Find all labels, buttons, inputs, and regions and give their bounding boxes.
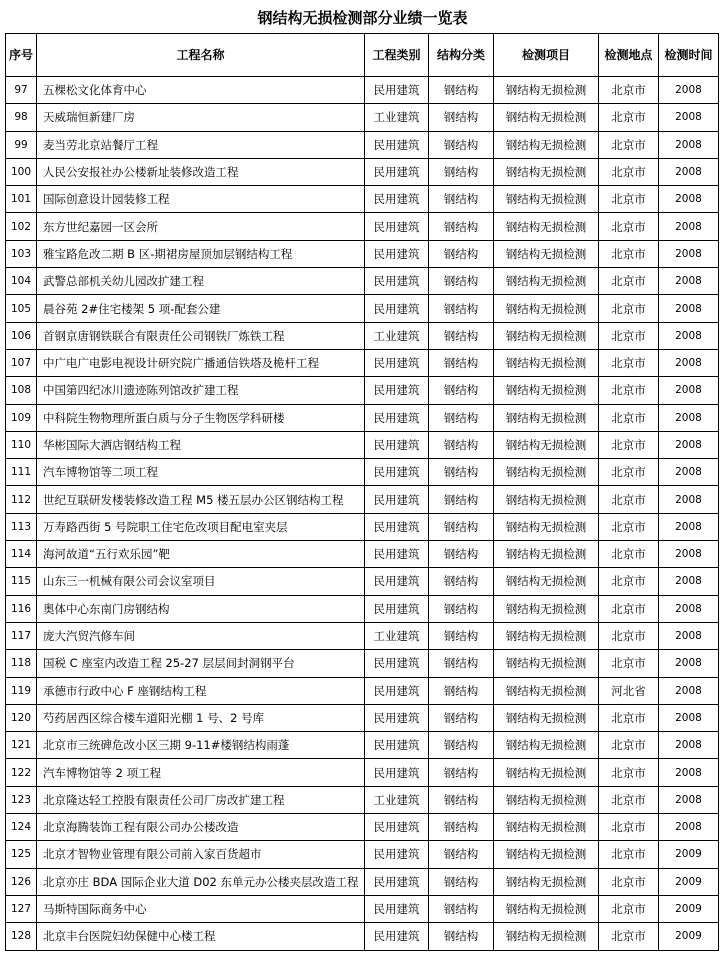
cell-inspection-item: 钢结构无损检测 bbox=[494, 104, 599, 131]
cell-inspection-item: 钢结构无损检测 bbox=[494, 704, 599, 731]
cell-location: 北京市 bbox=[599, 213, 659, 240]
cell-structure: 钢结构 bbox=[429, 404, 494, 431]
cell-location: 北京市 bbox=[599, 841, 659, 868]
cell-inspection-item: 钢结构无损检测 bbox=[494, 268, 599, 295]
cell-seq: 117 bbox=[6, 622, 37, 649]
cell-seq: 120 bbox=[6, 704, 37, 731]
cell-year: 2008 bbox=[659, 650, 719, 677]
cell-seq: 114 bbox=[6, 541, 37, 568]
cell-category: 民用建筑 bbox=[365, 213, 429, 240]
cell-year: 2008 bbox=[659, 77, 719, 104]
cell-location: 北京市 bbox=[599, 513, 659, 540]
cell-category: 民用建筑 bbox=[365, 240, 429, 267]
cell-category: 民用建筑 bbox=[365, 349, 429, 376]
cell-seq: 118 bbox=[6, 650, 37, 677]
cell-inspection-item: 钢结构无损检测 bbox=[494, 322, 599, 349]
table-row bbox=[6, 732, 719, 759]
cell-structure: 钢结构 bbox=[429, 786, 494, 813]
cell-project-name: 山东三一机械有限公司会议室项目 bbox=[37, 568, 365, 595]
cell-location: 北京市 bbox=[599, 486, 659, 513]
cell-category: 民用建筑 bbox=[365, 77, 429, 104]
cell-location: 北京市 bbox=[599, 349, 659, 376]
cell-structure: 钢结构 bbox=[429, 513, 494, 540]
cell-location: 北京市 bbox=[599, 268, 659, 295]
cell-structure: 钢结构 bbox=[429, 622, 494, 649]
cell-project-name: 中科院生物物理所蛋白质与分子生物医学科研楼 bbox=[37, 404, 365, 431]
cell-location: 河北省 bbox=[599, 677, 659, 704]
table-row bbox=[6, 77, 719, 104]
cell-project-name: 海河故道“五行欢乐园”靶 bbox=[37, 541, 365, 568]
cell-project-name: 北京才智物业管理有限公司前入家百货超市 bbox=[37, 841, 365, 868]
cell-location: 北京市 bbox=[599, 595, 659, 622]
cell-seq: 119 bbox=[6, 677, 37, 704]
cell-inspection-item: 钢结构无损检测 bbox=[494, 895, 599, 922]
cell-project-name: 汽车博物馆等 2 项工程 bbox=[37, 759, 365, 786]
cell-project-name: 国税 C 座室内改造工程 25-27 层层间封洞钢平台 bbox=[37, 650, 365, 677]
table-row bbox=[6, 431, 719, 458]
cell-category: 工业建筑 bbox=[365, 322, 429, 349]
table-row bbox=[6, 759, 719, 786]
cell-structure: 钢结构 bbox=[429, 295, 494, 322]
cell-seq: 108 bbox=[6, 377, 37, 404]
cell-category: 民用建筑 bbox=[365, 868, 429, 895]
cell-year: 2009 bbox=[659, 895, 719, 922]
table-row bbox=[6, 158, 719, 185]
cell-inspection-item: 钢结构无损检测 bbox=[494, 186, 599, 213]
header-category: 工程类别 bbox=[365, 34, 429, 77]
cell-seq: 122 bbox=[6, 759, 37, 786]
cell-structure: 钢结构 bbox=[429, 923, 494, 950]
cell-inspection-item: 钢结构无损检测 bbox=[494, 459, 599, 486]
cell-year: 2008 bbox=[659, 349, 719, 376]
cell-year: 2008 bbox=[659, 104, 719, 131]
cell-seq: 106 bbox=[6, 322, 37, 349]
cell-year: 2008 bbox=[659, 240, 719, 267]
cell-project-name: 北京海腾装饰工程有限公司办公楼改造 bbox=[37, 814, 365, 841]
cell-category: 民用建筑 bbox=[365, 541, 429, 568]
cell-year: 2008 bbox=[659, 131, 719, 158]
cell-seq: 109 bbox=[6, 404, 37, 431]
cell-year: 2008 bbox=[659, 486, 719, 513]
cell-project-name: 汽车博物馆等二项工程 bbox=[37, 459, 365, 486]
cell-year: 2008 bbox=[659, 268, 719, 295]
cell-project-name: 中广电广电影电视设计研究院广播通信铁塔及桅杆工程 bbox=[37, 349, 365, 376]
cell-year: 2008 bbox=[659, 622, 719, 649]
cell-inspection-item: 钢结构无损检测 bbox=[494, 349, 599, 376]
cell-seq: 105 bbox=[6, 295, 37, 322]
cell-structure: 钢结构 bbox=[429, 186, 494, 213]
table-row bbox=[6, 841, 719, 868]
table-row bbox=[6, 923, 719, 950]
cell-category: 民用建筑 bbox=[365, 704, 429, 731]
cell-location: 北京市 bbox=[599, 240, 659, 267]
cell-inspection-item: 钢结构无损检测 bbox=[494, 431, 599, 458]
cell-inspection-item: 钢结构无损检测 bbox=[494, 732, 599, 759]
table-row bbox=[6, 595, 719, 622]
cell-location: 北京市 bbox=[599, 104, 659, 131]
cell-seq: 128 bbox=[6, 923, 37, 950]
table-row bbox=[6, 786, 719, 813]
cell-project-name: 国际创意设计园装修工程 bbox=[37, 186, 365, 213]
cell-seq: 110 bbox=[6, 431, 37, 458]
cell-seq: 115 bbox=[6, 568, 37, 595]
cell-category: 民用建筑 bbox=[365, 295, 429, 322]
page-title: 钢结构无损检测部分业绩一览表 bbox=[257, 9, 468, 27]
cell-category: 民用建筑 bbox=[365, 923, 429, 950]
cell-category: 民用建筑 bbox=[365, 568, 429, 595]
cell-seq: 126 bbox=[6, 868, 37, 895]
cell-category: 民用建筑 bbox=[365, 513, 429, 540]
cell-location: 北京市 bbox=[599, 622, 659, 649]
cell-structure: 钢结构 bbox=[429, 841, 494, 868]
table-row bbox=[6, 895, 719, 922]
cell-seq: 121 bbox=[6, 732, 37, 759]
cell-project-name: 承德市行政中心 F 座钢结构工程 bbox=[37, 677, 365, 704]
cell-category: 民用建筑 bbox=[365, 459, 429, 486]
table-row bbox=[6, 186, 719, 213]
cell-category: 民用建筑 bbox=[365, 814, 429, 841]
cell-year: 2008 bbox=[659, 704, 719, 731]
cell-inspection-item: 钢结构无损检测 bbox=[494, 595, 599, 622]
header-item: 检测项目 bbox=[494, 34, 599, 77]
cell-seq: 104 bbox=[6, 268, 37, 295]
table-row bbox=[6, 295, 719, 322]
cell-location: 北京市 bbox=[599, 814, 659, 841]
cell-inspection-item: 钢结构无损检测 bbox=[494, 158, 599, 185]
cell-structure: 钢结构 bbox=[429, 759, 494, 786]
cell-project-name: 首钢京唐钢铁联合有限责任公司钢铁厂炼铁工程 bbox=[37, 322, 365, 349]
table-row bbox=[6, 213, 719, 240]
cell-seq: 116 bbox=[6, 595, 37, 622]
cell-structure: 钢结构 bbox=[429, 213, 494, 240]
cell-seq: 99 bbox=[6, 131, 37, 158]
cell-structure: 钢结构 bbox=[429, 814, 494, 841]
cell-location: 北京市 bbox=[599, 322, 659, 349]
cell-project-name: 万寿路西街 5 号院职工住宅危改项目配电室夹层 bbox=[37, 513, 365, 540]
table-row bbox=[6, 704, 719, 731]
table-row bbox=[6, 459, 719, 486]
cell-project-name: 东方世纪嘉园一区会所 bbox=[37, 213, 365, 240]
cell-year: 2009 bbox=[659, 841, 719, 868]
cell-seq: 100 bbox=[6, 158, 37, 185]
cell-project-name: 中国第四纪冰川遗迹陈列馆改扩建工程 bbox=[37, 377, 365, 404]
cell-year: 2008 bbox=[659, 513, 719, 540]
table-row bbox=[6, 622, 719, 649]
table-row bbox=[6, 377, 719, 404]
cell-inspection-item: 钢结构无损检测 bbox=[494, 759, 599, 786]
cell-inspection-item: 钢结构无损检测 bbox=[494, 568, 599, 595]
cell-location: 北京市 bbox=[599, 158, 659, 185]
cell-structure: 钢结构 bbox=[429, 158, 494, 185]
performance-table bbox=[5, 33, 719, 951]
cell-project-name: 北京亦庄 BDA 国际企业大道 D02 东单元办公楼夹层改造工程 bbox=[37, 868, 365, 895]
cell-seq: 103 bbox=[6, 240, 37, 267]
cell-category: 民用建筑 bbox=[365, 650, 429, 677]
cell-structure: 钢结构 bbox=[429, 240, 494, 267]
cell-location: 北京市 bbox=[599, 895, 659, 922]
cell-location: 北京市 bbox=[599, 77, 659, 104]
cell-project-name: 天威瑞恒新建厂房 bbox=[37, 104, 365, 131]
table-row bbox=[6, 513, 719, 540]
cell-structure: 钢结构 bbox=[429, 732, 494, 759]
cell-inspection-item: 钢结构无损检测 bbox=[494, 868, 599, 895]
cell-seq: 107 bbox=[6, 349, 37, 376]
cell-inspection-item: 钢结构无损检测 bbox=[494, 841, 599, 868]
cell-structure: 钢结构 bbox=[429, 568, 494, 595]
cell-category: 民用建筑 bbox=[365, 841, 429, 868]
table-row bbox=[6, 486, 719, 513]
cell-inspection-item: 钢结构无损检测 bbox=[494, 377, 599, 404]
table-row bbox=[6, 349, 719, 376]
cell-year: 2008 bbox=[659, 568, 719, 595]
cell-project-name: 五棵松文化体育中心 bbox=[37, 77, 365, 104]
cell-category: 工业建筑 bbox=[365, 104, 429, 131]
cell-structure: 钢结构 bbox=[429, 131, 494, 158]
cell-location: 北京市 bbox=[599, 759, 659, 786]
cell-year: 2008 bbox=[659, 295, 719, 322]
cell-seq: 113 bbox=[6, 513, 37, 540]
cell-structure: 钢结构 bbox=[429, 349, 494, 376]
header-row bbox=[6, 34, 719, 77]
cell-location: 北京市 bbox=[599, 704, 659, 731]
cell-location: 北京市 bbox=[599, 459, 659, 486]
cell-project-name: 武警总部机关幼儿园改扩建工程 bbox=[37, 268, 365, 295]
cell-inspection-item: 钢结构无损检测 bbox=[494, 77, 599, 104]
cell-inspection-item: 钢结构无损检测 bbox=[494, 814, 599, 841]
cell-year: 2009 bbox=[659, 923, 719, 950]
table-row bbox=[6, 568, 719, 595]
cell-inspection-item: 钢结构无损检测 bbox=[494, 650, 599, 677]
cell-project-name: 奥体中心东南门房钢结构 bbox=[37, 595, 365, 622]
table-row bbox=[6, 322, 719, 349]
cell-year: 2008 bbox=[659, 677, 719, 704]
header-time: 检测时间 bbox=[659, 34, 719, 77]
cell-inspection-item: 钢结构无损检测 bbox=[494, 240, 599, 267]
cell-project-name: 世纪互联研发楼装修改造工程 M5 楼五层办公区钢结构工程 bbox=[37, 486, 365, 513]
cell-year: 2008 bbox=[659, 814, 719, 841]
cell-category: 民用建筑 bbox=[365, 186, 429, 213]
cell-year: 2008 bbox=[659, 213, 719, 240]
cell-inspection-item: 钢结构无损检测 bbox=[494, 404, 599, 431]
cell-inspection-item: 钢结构无损检测 bbox=[494, 486, 599, 513]
table-row bbox=[6, 541, 719, 568]
cell-seq: 124 bbox=[6, 814, 37, 841]
table-row bbox=[6, 814, 719, 841]
cell-category: 民用建筑 bbox=[365, 404, 429, 431]
header-seq: 序号 bbox=[6, 34, 37, 77]
cell-category: 民用建筑 bbox=[365, 759, 429, 786]
cell-seq: 125 bbox=[6, 841, 37, 868]
table-row bbox=[6, 650, 719, 677]
cell-location: 北京市 bbox=[599, 568, 659, 595]
cell-location: 北京市 bbox=[599, 868, 659, 895]
cell-inspection-item: 钢结构无损检测 bbox=[494, 677, 599, 704]
cell-project-name: 晨谷苑 2#住宅楼架 5 项-配套公建 bbox=[37, 295, 365, 322]
cell-category: 民用建筑 bbox=[365, 377, 429, 404]
cell-seq: 111 bbox=[6, 459, 37, 486]
header-structure: 结构分类 bbox=[429, 34, 494, 77]
cell-seq: 101 bbox=[6, 186, 37, 213]
cell-structure: 钢结构 bbox=[429, 704, 494, 731]
cell-inspection-item: 钢结构无损检测 bbox=[494, 295, 599, 322]
cell-location: 北京市 bbox=[599, 404, 659, 431]
table-row bbox=[6, 240, 719, 267]
cell-year: 2009 bbox=[659, 868, 719, 895]
cell-seq: 102 bbox=[6, 213, 37, 240]
cell-seq: 112 bbox=[6, 486, 37, 513]
cell-inspection-item: 钢结构无损检测 bbox=[494, 131, 599, 158]
cell-category: 民用建筑 bbox=[365, 431, 429, 458]
cell-structure: 钢结构 bbox=[429, 459, 494, 486]
cell-structure: 钢结构 bbox=[429, 104, 494, 131]
cell-structure: 钢结构 bbox=[429, 868, 494, 895]
table-row bbox=[6, 131, 719, 158]
header-name: 工程名称 bbox=[37, 34, 365, 77]
cell-category: 民用建筑 bbox=[365, 268, 429, 295]
cell-location: 北京市 bbox=[599, 786, 659, 813]
cell-structure: 钢结构 bbox=[429, 322, 494, 349]
cell-location: 北京市 bbox=[599, 431, 659, 458]
cell-location: 北京市 bbox=[599, 131, 659, 158]
cell-structure: 钢结构 bbox=[429, 431, 494, 458]
cell-location: 北京市 bbox=[599, 923, 659, 950]
cell-structure: 钢结构 bbox=[429, 595, 494, 622]
cell-structure: 钢结构 bbox=[429, 650, 494, 677]
cell-project-name: 北京隆达轻工控股有限责任公司厂房改扩建工程 bbox=[37, 786, 365, 813]
cell-category: 民用建筑 bbox=[365, 158, 429, 185]
cell-location: 北京市 bbox=[599, 732, 659, 759]
cell-year: 2008 bbox=[659, 186, 719, 213]
cell-project-name: 雅宝路危改二期 B 区-期裙房屋顶加层钢结构工程 bbox=[37, 240, 365, 267]
cell-structure: 钢结构 bbox=[429, 677, 494, 704]
cell-year: 2008 bbox=[659, 786, 719, 813]
cell-seq: 97 bbox=[6, 77, 37, 104]
cell-project-name: 麦当劳北京站餐厅工程 bbox=[37, 131, 365, 158]
cell-structure: 钢结构 bbox=[429, 268, 494, 295]
cell-inspection-item: 钢结构无损检测 bbox=[494, 923, 599, 950]
cell-year: 2008 bbox=[659, 158, 719, 185]
cell-project-name: 芍药居西区综合楼车道阳光棚 1 号、2 号库 bbox=[37, 704, 365, 731]
cell-inspection-item: 钢结构无损检测 bbox=[494, 541, 599, 568]
cell-year: 2008 bbox=[659, 459, 719, 486]
cell-inspection-item: 钢结构无损检测 bbox=[494, 513, 599, 540]
cell-project-name: 华彬国际大酒店钢结构工程 bbox=[37, 431, 365, 458]
cell-structure: 钢结构 bbox=[429, 541, 494, 568]
cell-project-name: 北京市三统碑危改小区三期 9-11#楼钢结构雨蓬 bbox=[37, 732, 365, 759]
cell-inspection-item: 钢结构无损检测 bbox=[494, 622, 599, 649]
cell-structure: 钢结构 bbox=[429, 895, 494, 922]
cell-seq: 127 bbox=[6, 895, 37, 922]
table-body bbox=[6, 77, 719, 951]
cell-project-name: 人民公安报社办公楼新址装修改造工程 bbox=[37, 158, 365, 185]
cell-year: 2008 bbox=[659, 759, 719, 786]
cell-category: 民用建筑 bbox=[365, 677, 429, 704]
table-row bbox=[6, 868, 719, 895]
cell-location: 北京市 bbox=[599, 186, 659, 213]
cell-seq: 98 bbox=[6, 104, 37, 131]
cell-project-name: 北京丰台医院妇幼保健中心楼工程 bbox=[37, 923, 365, 950]
cell-structure: 钢结构 bbox=[429, 486, 494, 513]
header-location: 检测地点 bbox=[599, 34, 659, 77]
cell-category: 民用建筑 bbox=[365, 732, 429, 759]
table-row bbox=[6, 404, 719, 431]
cell-category: 民用建筑 bbox=[365, 131, 429, 158]
cell-year: 2008 bbox=[659, 595, 719, 622]
cell-project-name: 庞大汽贸汽修车间 bbox=[37, 622, 365, 649]
cell-year: 2008 bbox=[659, 431, 719, 458]
cell-category: 工业建筑 bbox=[365, 786, 429, 813]
cell-category: 民用建筑 bbox=[365, 895, 429, 922]
table-row bbox=[6, 268, 719, 295]
cell-year: 2008 bbox=[659, 377, 719, 404]
cell-category: 民用建筑 bbox=[365, 595, 429, 622]
cell-inspection-item: 钢结构无损检测 bbox=[494, 213, 599, 240]
cell-inspection-item: 钢结构无损检测 bbox=[494, 786, 599, 813]
cell-year: 2008 bbox=[659, 541, 719, 568]
table-row bbox=[6, 104, 719, 131]
cell-seq: 123 bbox=[6, 786, 37, 813]
cell-structure: 钢结构 bbox=[429, 377, 494, 404]
cell-project-name: 马斯特国际商务中心 bbox=[37, 895, 365, 922]
cell-year: 2008 bbox=[659, 322, 719, 349]
cell-location: 北京市 bbox=[599, 650, 659, 677]
cell-year: 2008 bbox=[659, 404, 719, 431]
cell-year: 2008 bbox=[659, 732, 719, 759]
cell-location: 北京市 bbox=[599, 377, 659, 404]
cell-category: 民用建筑 bbox=[365, 486, 429, 513]
cell-category: 工业建筑 bbox=[365, 622, 429, 649]
cell-structure: 钢结构 bbox=[429, 77, 494, 104]
cell-location: 北京市 bbox=[599, 541, 659, 568]
cell-location: 北京市 bbox=[599, 295, 659, 322]
table-row bbox=[6, 677, 719, 704]
